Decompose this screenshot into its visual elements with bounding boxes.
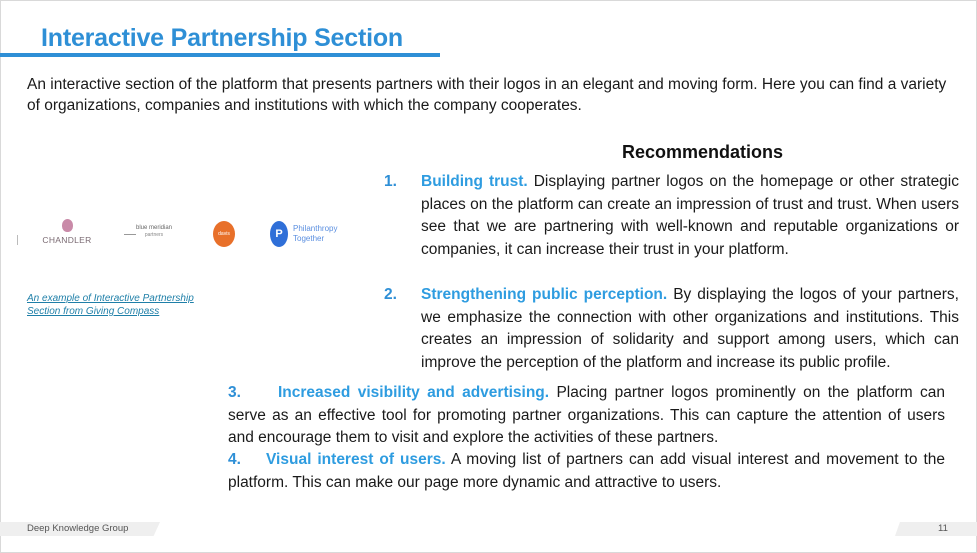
- example-caption-link[interactable]: An example of Interactive Partnership Section from Giving Compass: [27, 293, 194, 317]
- blue-meridian-subtext: partners: [144, 232, 164, 238]
- recommendation-text: By displaying the logos of your partners, we emphasize the connection with other organizations and institutions. This creates an impression of solidarity and support among users, which can improve the perception of the platform and increase its public profile.: [421, 286, 959, 371]
- page-number: 11: [938, 523, 948, 534]
- blue-meridian-text: blue meridian: [135, 225, 173, 231]
- recommendation-body: [228, 382, 945, 450]
- recommendation-body: [228, 449, 945, 494]
- recommendation-heading: Increased visibility and advertising.: [278, 384, 550, 401]
- recommendation-item-3: [228, 382, 945, 450]
- recommendation-text: Displaying partner logos on the homepage or other strategic places on the platform can create an impression of trust and trust. When users see that we are partnering with well-known and reputable organizations or companies, it can increase their trust in your platform.: [421, 173, 959, 258]
- recommendation-heading: Visual interest of users.: [266, 451, 446, 468]
- recommendation-body: [421, 284, 959, 374]
- chandler-logo: [42, 219, 92, 245]
- recommendations-heading: Recommendations: [622, 142, 784, 162]
- blue-meridian-logo: [124, 225, 184, 238]
- recommendation-body: [421, 171, 959, 261]
- footer-company: Deep Knowledge Group: [27, 523, 129, 534]
- recommendation-number: 4.: [228, 451, 241, 468]
- carousel-edge: [17, 235, 18, 245]
- recommendation-text: Placing partner logos prominently on the platform can serve as an effective tool for promoting partner organizations. This can capture the attention of users and encourage them to visit and explore the activities of these partners.: [228, 384, 946, 446]
- recommendation-item-2: [384, 284, 959, 374]
- footer-right-bar: [895, 522, 977, 536]
- intro-paragraph: An interactive section of the platform that presents partners with their logos in an elegant and moving form. Here you can find a variety of organizations, companies and institutions with which the company cooperates.: [27, 76, 947, 114]
- chandler-logo-text: CHANDLER: [42, 235, 92, 245]
- blue-meridian-line: [124, 234, 136, 235]
- recommendation-number: 3.: [228, 384, 241, 401]
- chandler-emblem-icon: [62, 219, 73, 232]
- partner-logos-strip: [14, 215, 344, 255]
- recommendation-item-4: [228, 449, 945, 494]
- recommendation-item-1: [384, 171, 959, 261]
- orange-circle-logo: davis: [213, 221, 235, 247]
- philanthropy-logo-text: [293, 224, 337, 244]
- recommendation-heading: Building trust.: [421, 173, 528, 190]
- philanthropy-mark-icon: P: [270, 221, 288, 247]
- title-underline: [0, 53, 440, 57]
- recommendation-text: A moving list of partners can add visual interest and movement to the platform. This can make our page more dynamic and attractive to users.: [228, 451, 945, 491]
- page-title: Interactive Partnership Section: [41, 24, 403, 52]
- philanthropy-line1: Philanthropy: [293, 224, 338, 233]
- recommendation-number: 1.: [384, 173, 397, 190]
- philanthropy-line2: Together: [293, 234, 325, 243]
- philanthropy-together-logo: [270, 220, 350, 250]
- recommendation-heading: Strengthening public perception.: [421, 286, 668, 303]
- recommendation-number: 2.: [384, 286, 397, 303]
